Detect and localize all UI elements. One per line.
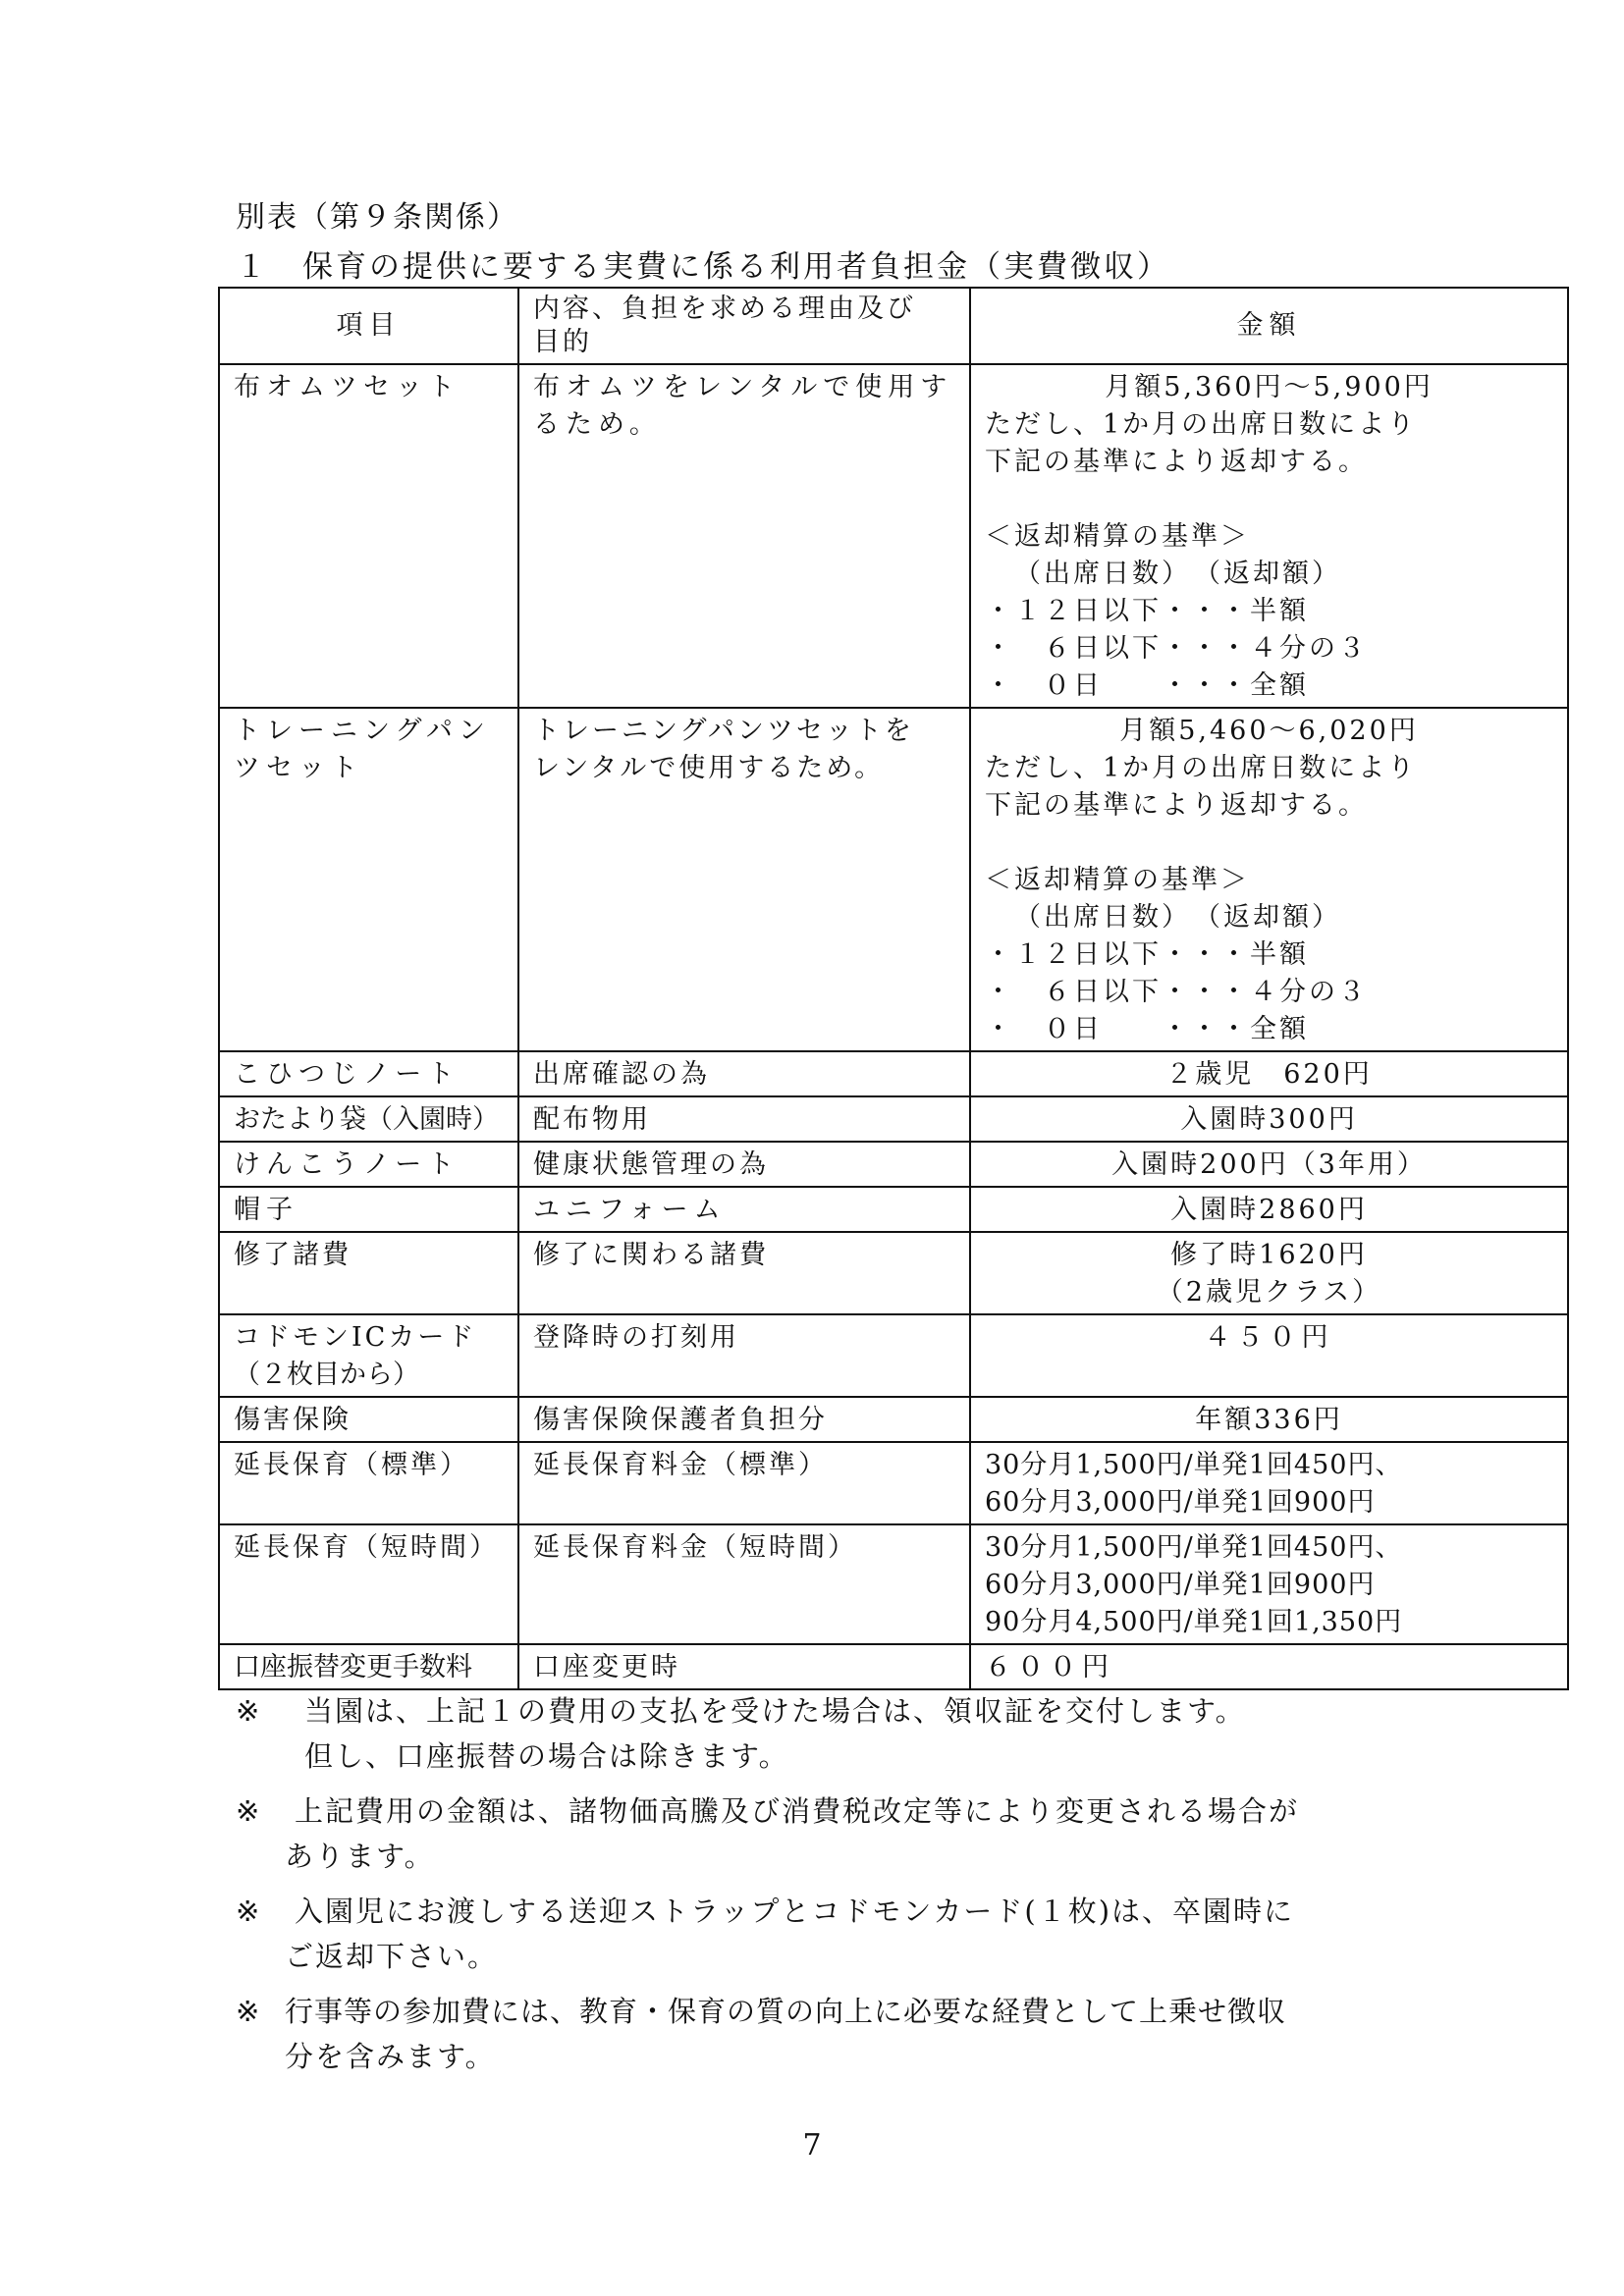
cell-line: 年額336円 [1195, 1405, 1343, 1435]
cell-line: ２歳児 620円 [1165, 1059, 1373, 1090]
note-item [236, 1789, 1512, 1879]
cell-line: ・１２日以下・・・半額 [985, 596, 1309, 626]
cell-line: 下記の基準により返却する。 [985, 790, 1368, 821]
cell-line: ・ ０日 ・・・全額 [985, 670, 1309, 701]
table-row [219, 1442, 1568, 1524]
cell-line: ・ ０日 ・・・全額 [985, 1014, 1309, 1044]
note-item [236, 1989, 1512, 2079]
note-mark: ※ [236, 1694, 262, 1728]
section-heading: １ 保育の提供に要する実費に係る利用者負担金（実費徴収） [236, 249, 1170, 285]
cell-amount [970, 1442, 1568, 1524]
cell-amount [970, 364, 1568, 708]
page-number: 7 [802, 2128, 822, 2163]
table-row [219, 1524, 1568, 1644]
cell-line: 延長保育料金（標準） [533, 1450, 828, 1480]
cell-line: （出席日数） （返却額） [1014, 559, 1341, 589]
cell-reason [518, 1232, 970, 1314]
cell-line: 入園時300円 [1180, 1104, 1358, 1135]
cell-reason [518, 1187, 970, 1232]
cell-line: 月額5,360円～5,900円 [1105, 372, 1434, 402]
cell-line: ６００円 [985, 1652, 1114, 1682]
table-row [219, 1187, 1568, 1232]
note-mark: ※ [236, 1895, 262, 1928]
cell-line: ・ ６日以下・・・４分の３ [985, 977, 1368, 1007]
cell-item [219, 1442, 518, 1524]
cell-line: 60分月3,000円/単発1回900円 [985, 1570, 1376, 1600]
cell-amount [970, 1142, 1568, 1187]
table-header-row [219, 288, 1568, 364]
cell-reason [518, 708, 970, 1051]
cell-line: 入園時200円（3年用） [1111, 1149, 1427, 1180]
header-reason-line: 目的 [533, 327, 592, 357]
cell-item [219, 1051, 518, 1096]
cell-amount [970, 1644, 1568, 1689]
cell-line: 修了時1620円 [1170, 1240, 1368, 1270]
cell-line: こひつじノート [234, 1059, 460, 1090]
cell-item [219, 1232, 518, 1314]
cell-amount [970, 1187, 1568, 1232]
cell-item [219, 1314, 518, 1397]
note-mark: ※ [236, 1794, 262, 1828]
cell-reason [518, 1524, 970, 1644]
cell-line: 布オムツをレンタルで使用す [533, 372, 953, 402]
table-row [219, 1232, 1568, 1314]
cell-amount [970, 1051, 1568, 1096]
header-reason-line: 内容、負担を求める理由及び [533, 294, 916, 324]
note-line: 上記費用の金額は、諸物価高騰及び消費税改定等により変更される場合が [295, 1794, 1300, 1828]
cell-line: 入園時2860円 [1170, 1195, 1368, 1225]
table-row [219, 364, 1568, 708]
cell-line: トレーニングパンツセットを [533, 716, 914, 746]
table-row [219, 1397, 1568, 1442]
table-row [219, 1314, 1568, 1397]
cell-amount [970, 1096, 1568, 1142]
table-row [219, 1096, 1568, 1142]
blank-line [985, 481, 1553, 518]
cell-line: （２枚目から） [234, 1360, 419, 1390]
cell-amount [970, 1314, 1568, 1397]
cell-line: 出席確認の為 [533, 1059, 710, 1090]
cell-line: ＜返却精算の基準＞ [985, 865, 1250, 895]
cell-line: おたより袋（入園時） [234, 1104, 499, 1135]
cell-item [219, 708, 518, 1051]
cell-item [219, 1524, 518, 1644]
cell-line: るため。 [533, 409, 662, 440]
header-amount: 金額 [970, 288, 1568, 364]
cell-line: 配布物用 [533, 1104, 651, 1135]
cell-reason [518, 364, 970, 708]
cell-reason [518, 1314, 970, 1397]
cell-line: コドモンICカード [234, 1322, 477, 1353]
cell-line: ・１２日以下・・・半額 [985, 939, 1309, 970]
cell-line: ただし、1か月の出席日数により [985, 753, 1418, 783]
cell-reason [518, 1051, 970, 1096]
cell-line: ＜返却精算の基準＞ [985, 521, 1250, 552]
cell-line: 帽子 [234, 1195, 298, 1225]
cell-amount [970, 708, 1568, 1051]
cell-line: 登降時の打刻用 [533, 1322, 739, 1353]
cell-item [219, 1644, 518, 1689]
cell-item [219, 1142, 518, 1187]
cell-item [219, 1397, 518, 1442]
cell-line: （2歳児クラス） [1156, 1277, 1382, 1308]
cell-line: 30分月1,500円/単発1回450円、 [985, 1450, 1403, 1480]
notes-section [236, 1688, 1512, 2089]
cell-line: レンタルで使用するため。 [533, 753, 885, 783]
note-line: あります。 [285, 1840, 435, 1873]
cell-line: 下記の基準により返却する。 [985, 447, 1368, 477]
cell-reason [518, 1644, 970, 1689]
table-row [219, 1051, 1568, 1096]
cell-item [219, 1096, 518, 1142]
cell-reason [518, 1442, 970, 1524]
cell-line: ・ ６日以下・・・４分の３ [985, 633, 1368, 664]
note-line: 但し、口座振替の場合は除きます。 [304, 1739, 789, 1773]
note-line: ご返却下さい。 [285, 1940, 499, 1973]
cell-line: 布オムツセット [234, 372, 460, 402]
cell-line: 延長保育（短時間） [234, 1532, 499, 1563]
fee-table [218, 287, 1569, 1690]
cell-line: 口座変更時 [533, 1652, 680, 1682]
cell-line: 延長保育料金（短時間） [533, 1532, 857, 1563]
cell-line: 月額5,460～6,020円 [1119, 716, 1419, 746]
cell-line: トレーニングパン [234, 716, 491, 746]
cell-line: 90分月4,500円/単発1回1,350円 [985, 1607, 1403, 1637]
cell-line: 60分月3,000円/単発1回900円 [985, 1487, 1376, 1518]
note-line: 行事等の参加費には、教育・保育の質の向上に必要な経費として上乗せ徴収 [285, 1995, 1287, 2028]
note-mark: ※ [236, 1995, 262, 2028]
cell-line: 延長保育（標準） [234, 1450, 469, 1480]
note-line: 分を含みます。 [285, 2040, 496, 2073]
cell-reason [518, 1397, 970, 1442]
appendix-heading: 別表（第９条関係） [236, 200, 518, 235]
cell-line: 健康状態管理の為 [533, 1149, 769, 1180]
cell-reason [518, 1096, 970, 1142]
cell-line: 傷害保険 [234, 1405, 352, 1435]
cell-line: ただし、1か月の出席日数により [985, 409, 1418, 440]
table-row [219, 708, 1568, 1051]
note-item [236, 1889, 1512, 1979]
cell-line: 修了に関わる諸費 [533, 1240, 769, 1270]
cell-amount [970, 1397, 1568, 1442]
table-row [219, 1142, 1568, 1187]
cell-line: ツセット [234, 753, 363, 783]
cell-amount [970, 1232, 1568, 1314]
cell-line: 30分月1,500円/単発1回450円、 [985, 1532, 1403, 1563]
cell-line: ４５０円 [1204, 1322, 1334, 1353]
cell-line: 口座振替変更手数料 [234, 1652, 472, 1682]
table-row [219, 1644, 1568, 1689]
header-item: 項目 [219, 288, 518, 364]
cell-line: ユニフォーム [533, 1195, 727, 1225]
cell-amount [970, 1524, 1568, 1644]
cell-item [219, 1187, 518, 1232]
cell-line: 傷害保険保護者負担分 [533, 1405, 828, 1435]
header-reason [518, 288, 970, 364]
blank-line [985, 825, 1553, 862]
cell-line: 修了諸費 [234, 1240, 352, 1270]
note-line: 入園児にお渡しする送迎ストラップとコドモンカード(１枚)は、卒園時に [295, 1895, 1295, 1928]
cell-reason [518, 1142, 970, 1187]
cell-line: けんこうノート [234, 1149, 460, 1180]
note-item [236, 1688, 1512, 1779]
cell-item [219, 364, 518, 708]
cell-line: （出席日数） （返却額） [1014, 902, 1341, 933]
note-line: 当園は、上記１の費用の支払を受けた場合は、領収証を交付します。 [304, 1694, 1246, 1728]
